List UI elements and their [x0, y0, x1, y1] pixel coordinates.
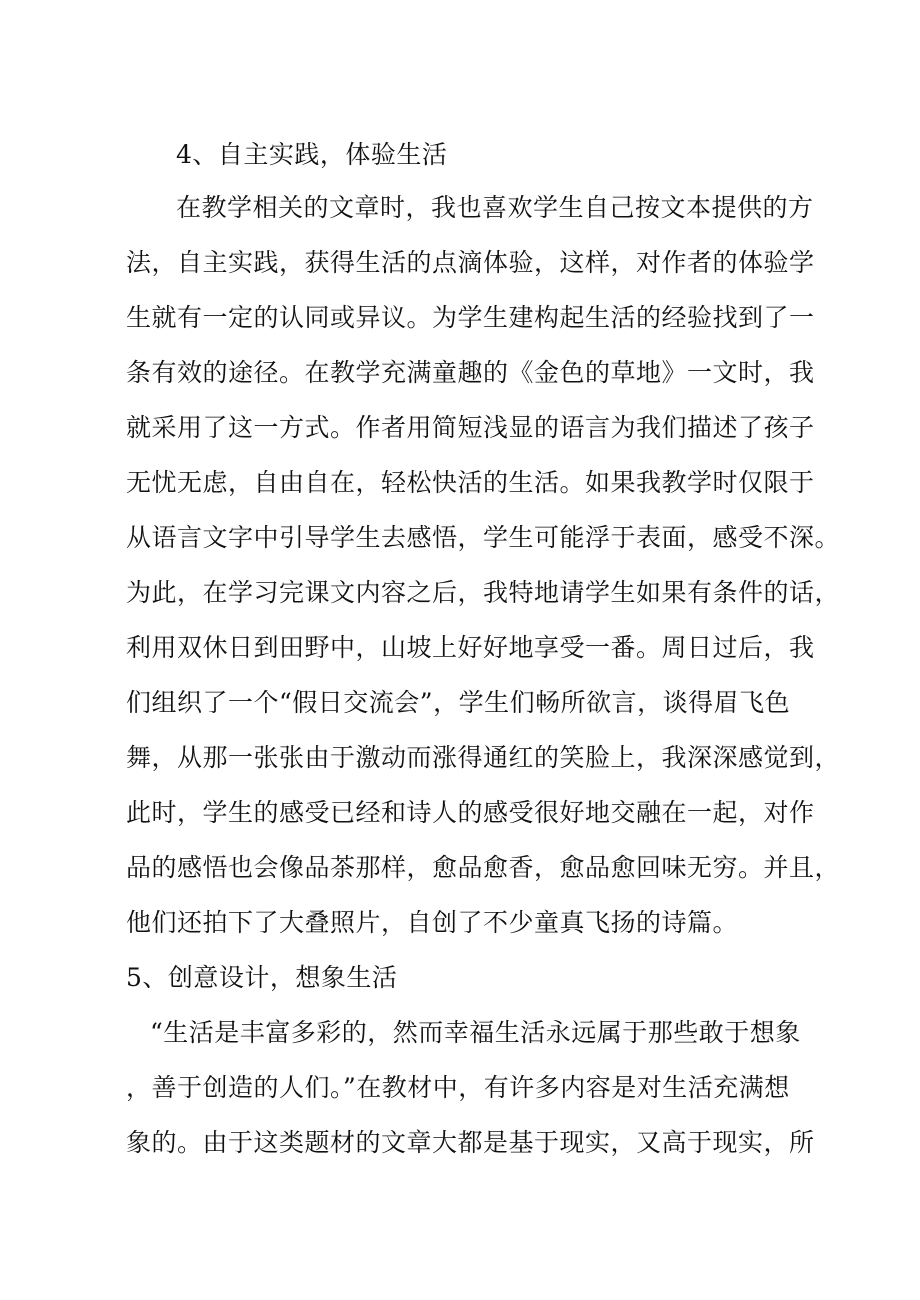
paragraph-line: 从语言文字中引导学生去感悟，学生可能浮于表面，感受不深。 — [126, 523, 841, 552]
paragraph-line: 条有效的途径。在教学充满童趣的《金色的草地》一文时，我 — [126, 358, 815, 387]
paragraph-line: 为此，在学习完课文内容之后，我特地请学生如果有条件的话， — [126, 578, 841, 607]
paragraph-line: 就采用了这一方式。作者用简短浅显的语言为我们描述了孩子 — [126, 413, 815, 442]
paragraph-line: 利用双休日到田野中，山坡上好好地享受一番。周日过后，我 — [126, 633, 815, 662]
paragraph-line: 法，自主实践，获得生活的点滴体验，这样，对作者的体验学 — [126, 248, 815, 277]
paragraph-line: 品的感悟也会像品茶那样，愈品愈香，愈品愈回味无穷。并且， — [126, 853, 841, 882]
section-4-heading: 4、自主实践，体验生活 — [176, 140, 448, 169]
paragraph-line: 舞，从那一张张由于激动而涨得通红的笑脸上，我深深感觉到， — [126, 743, 841, 772]
paragraph-line: 在教学相关的文章时，我也喜欢学生自己按文本提供的方 — [176, 193, 814, 222]
paragraph-line: 象的。由于这类题材的文章大都是基于现实，又高于现实，所 — [126, 1128, 815, 1157]
paragraph-line: 此时，学生的感受已经和诗人的感受很好地交融在一起，对作 — [126, 798, 815, 827]
paragraph-line: 他们还拍下了大叠照片，自创了不少童真飞扬的诗篇。 — [126, 908, 739, 937]
paragraph-line: “生活是丰富多彩的，然而幸福生活永远属于那些敢于想象 — [150, 1018, 801, 1047]
section-5-heading: 5、创意设计，想象生活 — [126, 963, 398, 992]
paragraph-line: 生就有一定的认同或异议。为学生建构起生活的经验找到了一 — [126, 303, 815, 332]
paragraph-line: 们组织了一个“假日交流会”，学生们畅所欲言，谈得眉飞色 — [126, 688, 791, 717]
paragraph-line: 无忧无虑，自由自在，轻松快活的生活。如果我教学时仅限于 — [126, 468, 815, 497]
paragraph-line: ，善于创造的人们。”在教材中，有许多内容是对生活充满想 — [126, 1073, 790, 1102]
